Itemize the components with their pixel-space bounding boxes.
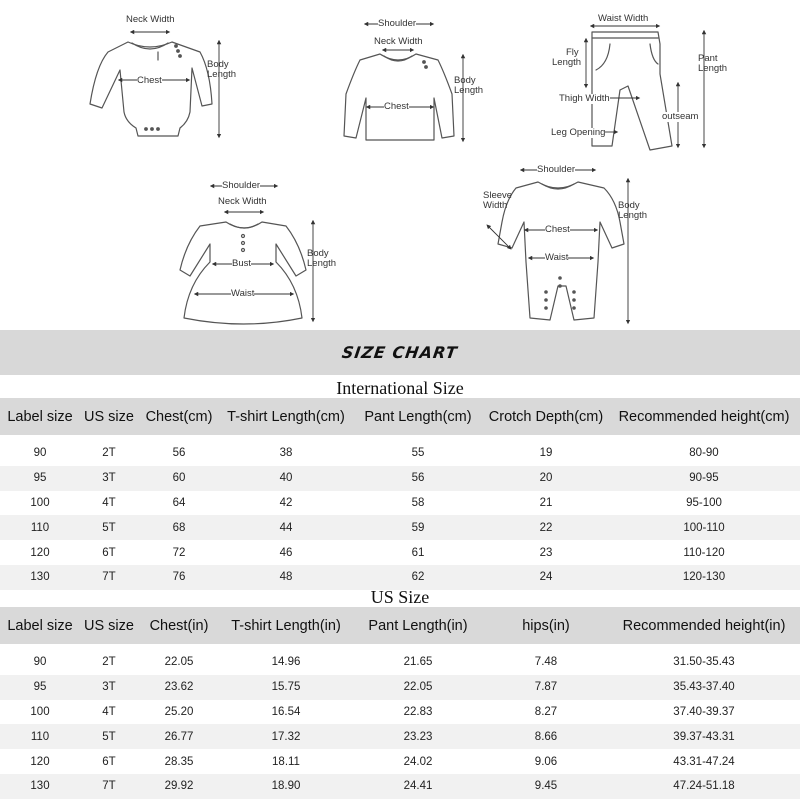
table-cell: 100-110 [608, 515, 800, 540]
romper-waist-label: Waist [545, 252, 569, 263]
table-cell: 22.05 [138, 650, 220, 675]
table-cell: 110 [0, 724, 80, 749]
table-cell: 9.45 [484, 774, 608, 799]
bodysuit-chest-label: Chest [137, 75, 162, 86]
international-size-table [0, 398, 800, 590]
table-cell: 7.87 [484, 675, 608, 700]
table-cell: 76 [138, 565, 220, 590]
table-row [0, 650, 800, 675]
tshirt-body-label: Body [454, 75, 476, 86]
column-header: Label size [0, 607, 80, 644]
table-row [0, 491, 800, 516]
table-cell: 6T [80, 540, 138, 565]
table-cell: 2T [80, 650, 138, 675]
table-cell: 42 [220, 491, 352, 516]
romper-shoulder-label: Shoulder [537, 164, 576, 175]
table-cell: 24.02 [352, 749, 484, 774]
table-cell: 16.54 [220, 700, 352, 725]
dress-illustration [180, 222, 306, 324]
table-row [0, 540, 800, 565]
table-cell: 24.41 [352, 774, 484, 799]
bodysuit-length-label: Length [207, 69, 237, 80]
table-cell: 5T [80, 724, 138, 749]
table-cell: 4T [80, 491, 138, 516]
column-header: Recommended height(cm) [608, 398, 800, 435]
table-cell: 38 [220, 441, 352, 466]
tshirt-illustration [344, 54, 454, 140]
column-header: Crotch Depth(cm) [484, 398, 608, 435]
table-cell: 58 [352, 491, 484, 516]
table-cell: 28.35 [138, 749, 220, 774]
table-cell: 7T [80, 565, 138, 590]
romper-body-label: Body [618, 200, 640, 211]
table-row [0, 515, 800, 540]
size-chart-banner [0, 330, 800, 375]
table-cell: 72 [138, 540, 220, 565]
dress-shoulder-label: Shoulder [222, 180, 261, 191]
table-cell: 15.75 [220, 675, 352, 700]
table-cell: 100 [0, 491, 80, 516]
table-cell: 120-130 [608, 565, 800, 590]
dress-waist-label: Waist [231, 288, 255, 299]
table-cell: 18.11 [220, 749, 352, 774]
table-cell: 64 [138, 491, 220, 516]
table-row [0, 774, 800, 799]
table-row [0, 466, 800, 491]
dress-bust-label: Bust [232, 258, 252, 269]
table-cell: 100 [0, 700, 80, 725]
table-row [0, 675, 800, 700]
pants-fly-length-label: Length [552, 57, 582, 68]
tshirt-length-label: Length [454, 85, 484, 96]
dress-length-label: Length [307, 258, 337, 269]
table-cell: 6T [80, 749, 138, 774]
table-cell: 39.37-43.31 [608, 724, 800, 749]
table-cell: 48 [220, 565, 352, 590]
table-cell: 44 [220, 515, 352, 540]
table-row [0, 700, 800, 725]
column-header: T-shirt Length(cm) [220, 398, 352, 435]
column-header: Pant Length(cm) [352, 398, 484, 435]
bodysuit-neck-width-label: Neck Width [126, 14, 175, 25]
table-cell: 130 [0, 565, 80, 590]
table-cell: 8.27 [484, 700, 608, 725]
column-header: hips(in) [484, 607, 608, 644]
romper-illustration [498, 182, 624, 320]
table-cell: 40 [220, 466, 352, 491]
table-cell: 55 [352, 441, 484, 466]
international-size-title: International Size [336, 378, 464, 398]
bodysuit-body-label: Body [207, 59, 229, 70]
table-cell: 95 [0, 675, 80, 700]
pants-pant-length-label: Length [698, 63, 728, 74]
table-row [0, 749, 800, 774]
table-cell: 25.20 [138, 700, 220, 725]
pants-leg-opening-label: Leg Opening [551, 127, 606, 138]
size-chart-title: SIZE CHART [340, 343, 460, 362]
column-header: T-shirt Length(in) [220, 607, 352, 644]
dress-neck-width-label: Neck Width [218, 196, 267, 207]
table-cell: 9.06 [484, 749, 608, 774]
column-header: Recommended height(in) [608, 607, 800, 644]
us-size-table [0, 607, 800, 799]
table-cell: 4T [80, 700, 138, 725]
table-cell: 46 [220, 540, 352, 565]
table-cell: 24 [484, 565, 608, 590]
tshirt-shoulder-label: Shoulder [378, 18, 417, 29]
column-header: US size [80, 607, 138, 644]
pants-fly-label: Fly [566, 47, 579, 58]
table-cell: 7.48 [484, 650, 608, 675]
measurement-diagrams [0, 0, 800, 330]
table-cell: 110-120 [608, 540, 800, 565]
tshirt-neck-width-label: Neck Width [374, 36, 423, 47]
table-cell: 21.65 [352, 650, 484, 675]
table-cell: 56 [352, 466, 484, 491]
table-cell: 90 [0, 650, 80, 675]
table-cell: 130 [0, 774, 80, 799]
pants-pant-label: Pant [698, 53, 718, 64]
table-cell: 22.83 [352, 700, 484, 725]
table-cell: 19 [484, 441, 608, 466]
table-cell: 17.32 [220, 724, 352, 749]
table-cell: 59 [352, 515, 484, 540]
table-cell: 95-100 [608, 491, 800, 516]
us-size-title: US Size [370, 587, 430, 607]
table-cell: 90-95 [608, 466, 800, 491]
romper-length-label: Length [618, 210, 648, 221]
table-cell: 20 [484, 466, 608, 491]
table-cell: 90 [0, 441, 80, 466]
romper-chest-label: Chest [545, 224, 570, 235]
bodysuit-illustration [90, 42, 212, 136]
table-cell: 35.43-37.40 [608, 675, 800, 700]
table-cell: 37.40-39.37 [608, 700, 800, 725]
table-cell: 110 [0, 515, 80, 540]
garment-illustrations [0, 0, 800, 330]
dress-body-label: Body [307, 248, 329, 259]
pants-thigh-width-label: Thigh Width [559, 93, 610, 104]
table-cell: 56 [138, 441, 220, 466]
table-cell: 47.24-51.18 [608, 774, 800, 799]
table-cell: 60 [138, 466, 220, 491]
table-row [0, 441, 800, 466]
table-cell: 62 [352, 565, 484, 590]
table-cell: 120 [0, 749, 80, 774]
table-header-row [0, 607, 800, 644]
table-cell: 14.96 [220, 650, 352, 675]
tshirt-chest-label: Chest [384, 101, 409, 112]
table-row [0, 724, 800, 749]
table-cell: 61 [352, 540, 484, 565]
table-cell: 22.05 [352, 675, 484, 700]
column-header: Label size [0, 398, 80, 435]
table-cell: 80-90 [608, 441, 800, 466]
table-cell: 18.90 [220, 774, 352, 799]
table-cell: 23.23 [352, 724, 484, 749]
table-cell: 3T [80, 675, 138, 700]
romper-sleeve-label: Sleeve [483, 190, 513, 201]
romper-sleeve-width-label: Width [483, 200, 508, 211]
table-cell: 120 [0, 540, 80, 565]
table-cell: 2T [80, 441, 138, 466]
table-cell: 3T [80, 466, 138, 491]
table-cell: 26.77 [138, 724, 220, 749]
table-cell: 43.31-47.24 [608, 749, 800, 774]
column-header: Pant Length(in) [352, 607, 484, 644]
table-cell: 5T [80, 515, 138, 540]
table-cell: 21 [484, 491, 608, 516]
table-cell: 29.92 [138, 774, 220, 799]
column-header: Chest(in) [138, 607, 220, 644]
table-cell: 22 [484, 515, 608, 540]
table-cell: 68 [138, 515, 220, 540]
column-header: US size [80, 398, 138, 435]
table-cell: 7T [80, 774, 138, 799]
table-header-row [0, 398, 800, 435]
table-cell: 95 [0, 466, 80, 491]
table-cell: 31.50-35.43 [608, 650, 800, 675]
pants-outseam-label: outseam [662, 111, 699, 122]
table-cell: 23 [484, 540, 608, 565]
table-cell: 8.66 [484, 724, 608, 749]
table-cell: 23.62 [138, 675, 220, 700]
pants-waist-width-label: Waist Width [598, 13, 649, 24]
column-header: Chest(cm) [138, 398, 220, 435]
